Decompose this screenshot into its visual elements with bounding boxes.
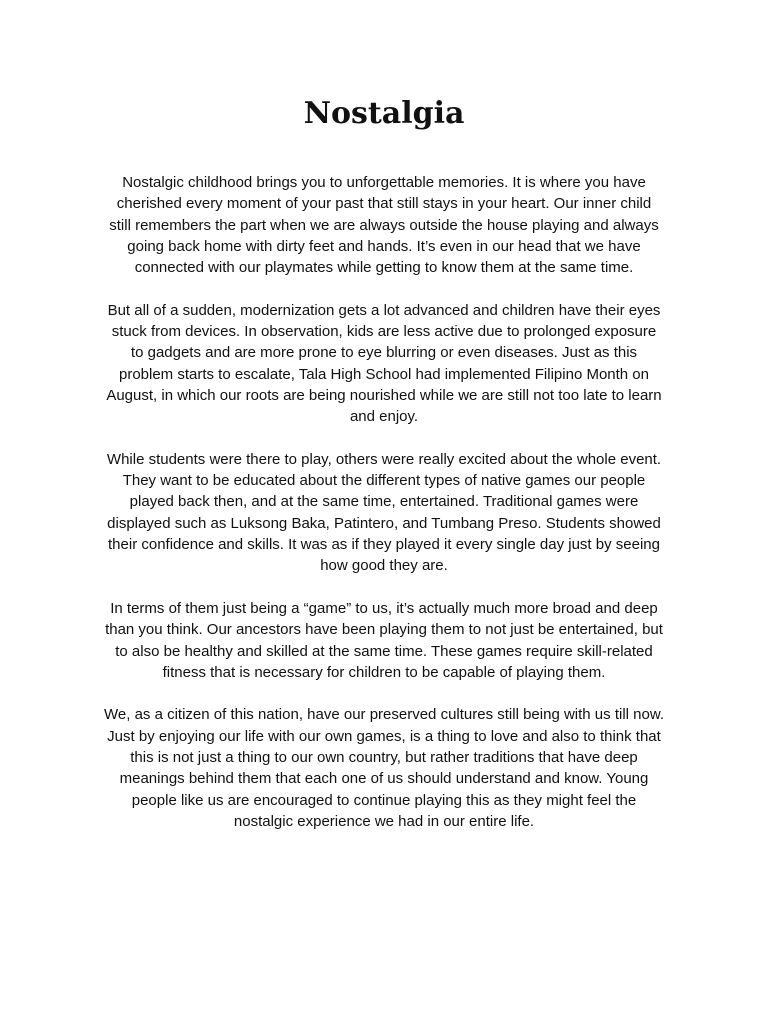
paragraph-5: We, as a citizen of this nation, have our preserved cultures still being with us till now. Just by enjoying our life with our own games, is a thing to love and also to think that this is not just a thing to our own country, but rather traditions that have deep meanings behind them that each one of us should understand and know. Young people like us are encouraged to continue playing this as they might feel the nostalgic experience we had in our entire life. xyxy=(104,706,665,830)
document-body xyxy=(104,172,664,854)
paragraph-3: While students were there to play, others were really excited about the whole event. They want to be educated about the different types of native games our people played back then, and at the same time, entertained. Traditional games were displayed such as Luksong Baka, Patintero, and Tumbang Preso. Students showed their confidence and skills. It was as if they played it every single day just by seeing how good they are. xyxy=(106,450,662,575)
document-title: Nostalgia xyxy=(303,96,465,131)
paragraph-1: Nostalgic childhood brings you to unforgettable memories. It is where you have cherished every moment of your past that still stays in your heart. Our inner child still remembers the part when we are always outside the house playing and always going back home with dirty feet and hands. It’s even in our head that we have connected with our playmates while getting to know them at the same time. xyxy=(109,174,659,277)
paragraph-4: In terms of them just being a “game” to us, it’s actually much more broad and deep than you think. Our ancestors have been playing them to not just be entertained, but to also be healthy and skilled at the same time. These games require skill-related fitness that is necessary for children to be capable of playing them. xyxy=(105,599,663,681)
paragraph-2: But all of a sudden, modernization gets a lot advanced and children have their eyes stuck from devices. In observation, kids are less active due to prolonged exposure to gadgets and are more prone to eye blurring or even diseases. Just as this problem starts to escalate, Tala High School had implemented Filipino Month on August, in which our roots are being nourished while we are still not too late to learn and enjoy. xyxy=(106,301,662,426)
